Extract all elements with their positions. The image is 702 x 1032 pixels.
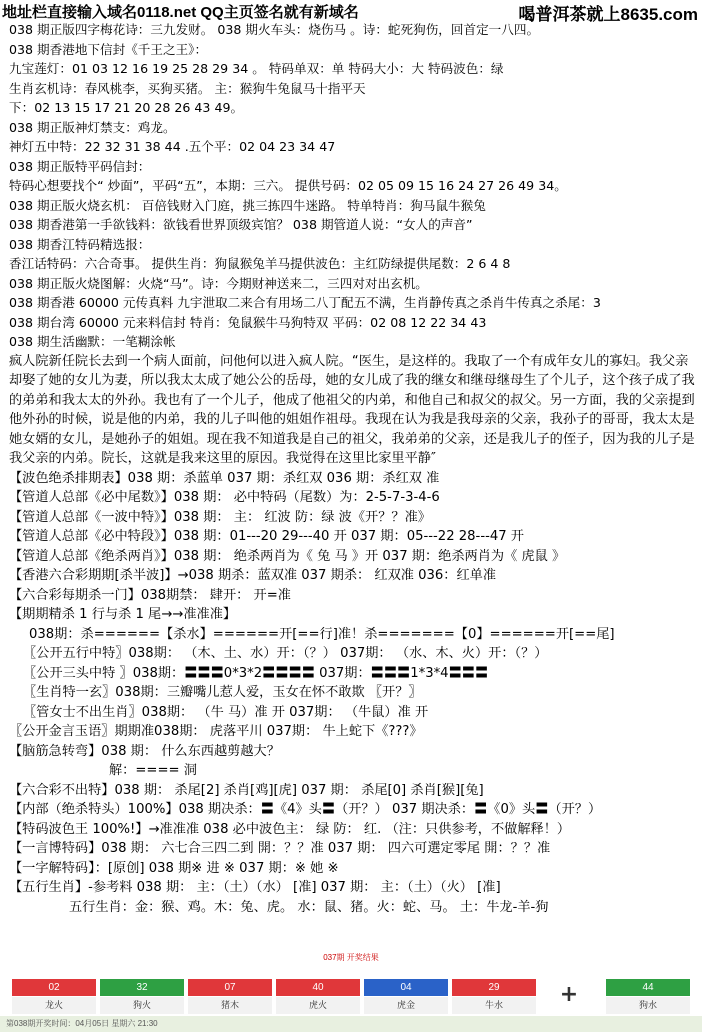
ball-number: 32 <box>100 979 184 996</box>
text-line: 【特码波色王 100%!】→准准准 038 必中波色主： 绿 防： 红. （注：只供参考，不做解释！） <box>9 821 571 837</box>
text-line: 【香港六合彩期期[杀半波]】→038 期杀：蓝双准 037 期杀： 红双准 036：红单准 <box>9 568 497 583</box>
text-line: 038 期生活幽默：一笔糊涂帐 <box>9 334 176 349</box>
text-line: 香江话特码：六合奇事。 提供生肖：狗鼠猴兔羊马提供波色：主红防绿提供尾数：2 6 4 8 <box>9 256 511 271</box>
text-line: 038 期香江特码精选报： <box>9 236 151 252</box>
text-line: 038 期正版火烧图解：火烧“马”。诗：今期财神送来二，三四对对出玄机。 <box>9 275 428 291</box>
text-line: 038 期正版四字梅花诗：三九发财。 038 期火车头：烧伤马 。诗：蛇死狗伤，回首定一八四。 <box>9 22 540 37</box>
text-line: 【内部（绝杀特头）100%】038 期决杀：〓《4》头〓（开？） 037 期决杀：〓《0》头〓（开？） <box>9 802 602 817</box>
text-line: 五行生肖：金：猴、鸡。木：兔、虎。 水：鼠、猪。火：蛇、马。 土：牛龙-羊-狗 <box>69 899 549 915</box>
text-line: 【管道人总部《必中尾数》】038 期： 必中特码（尾数）为：2-5-7-3-4-6 <box>9 490 440 505</box>
ball-zodiac: 虎金 <box>364 997 448 1014</box>
text-line: 【六合彩每期杀一门】038期禁： 肆开： 开=准 <box>9 587 291 603</box>
text-line: 〖生肖特一玄〗038期：三瓣嘴儿惹人爱，玉女在怀不敢欺 〖开？〗 <box>23 685 422 700</box>
text-line: 038 期台湾 60000 元来料信封 特肖：兔鼠猴牛马狗特双 平码：02 08 12 22 34 43 <box>9 314 487 330</box>
text-line: 〖公开金言玉语〗期期准038期： 虎落平川 037期： 牛上蛇下《???》 <box>9 724 423 739</box>
story-paragraph: 疯人院新任院长去到一个病人面前，问他何以进入疯人院。“医生，是这样的。我取了一个有成年女儿的寡妇。我父亲却娶了她的女儿为妻，所以我太太成了她公公的岳母，她的女儿成了我的继女和继母继母生了个儿子，这个孩子成了我的弟弟和我太太的外孙。我也有了一个儿子，他成了他祖父的内弟，和他自己和叔父的叔父。另一方面，我的父亲提到他外孙的时候，说是他的内弟，我的儿子叫他的姐姐作祖母。我现在认为我是我母亲的父亲，我孙子的哥哥，我太太是她女婿的女儿，是她孙子的姐姐。现在我不知道我是自己的祖父，我弟弟的父亲，还是我儿子的侄子，因为我的儿子是我父亲的内弟。院长，这就是我来这里的原因。我觉得在这里比家里平静″ <box>9 353 695 466</box>
text-line: 【五行生肖】-参考料 038 期： 主：（土）（水） [准] 037 期： 主：（土）（火） [准] <box>9 880 501 895</box>
result-title: 037期 开奖结果 <box>323 953 379 962</box>
text-line: 038 期正版特平码信封： <box>9 158 151 174</box>
ball-number: 40 <box>276 979 360 996</box>
text-line: 【波色绝杀排期表】038 期：杀蓝单 037 期：杀红双 036 期：杀红双 准 <box>9 470 440 486</box>
text-line: 038 期香港 60000 元传真料 九宇泄取二来合有用场二八丁配五不满，生肖静传真之杀肖牛传真之杀尾：3 <box>9 295 601 310</box>
text-line: 【管道人总部《绝杀两肖》】038 期： 绝杀两肖为《 兔 马 》开 037 期：绝杀两肖为《 虎鼠 》 <box>9 548 566 564</box>
text-line: 特码心想要找个“ 炒面”，平码“五”，本期：三六。 提供号码：02 05 09 15 16 24 27 26 49 34。 <box>9 178 567 193</box>
result-footer: 第038期开奖时间：04月05日 星期六 21:30 <box>0 1016 702 1032</box>
text-line: 下：02 13 15 17 21 20 28 26 43 49。 <box>9 100 244 115</box>
text-line: 【期期精杀 1 行与杀 1 尾→→准准准】 <box>9 607 237 622</box>
special-ball-zodiac: 狗水 <box>606 997 690 1014</box>
ball-number: 04 <box>364 979 448 996</box>
text-line: 〖公开三头中特 〗038期：〓〓〓0*3*2〓〓〓〓 037期：〓〓〓1*3*4〓〓〓 <box>23 665 489 681</box>
text-line: 九宝莲灯：01 03 12 16 19 25 28 29 34 。 特码单双：单 特码大小：大 特码波色：绿 <box>9 61 504 76</box>
text-line: 【管道人总部《必中特段》】038 期：01---20 29---40 开 037 期：05---22 28---47 开 <box>9 529 524 544</box>
text-line: 【一言博特码】038 期： 六七合三四二到 開：？？准 037 期： 四六可選定零尾 開：？？准 <box>9 841 551 856</box>
ball-zodiac: 狗火 <box>100 997 184 1014</box>
text-line: 【脑筋急转弯】038 期： 什么东西越剪越大？ <box>9 743 280 759</box>
text-line: 解：==== 洞 <box>109 763 197 778</box>
ball-zodiac: 牛水 <box>452 997 536 1014</box>
text-line: 038 期香港第一手欲钱料：欲钱看世界顶级宾馆？ 038 期管道人说：“女人的声音” <box>9 217 473 232</box>
text-line: 038 期正版火烧玄机： 百倍钱财入门庭，挑三拣四牛迷路。 特单特肖：狗马鼠牛猴兔 <box>9 197 486 213</box>
ball-number: 02 <box>12 979 96 996</box>
ball-zodiac: 猪木 <box>188 997 272 1014</box>
text-line: 〖管女士不出生肖〗038期： （牛 马）准 开 037期： （牛鼠）准 开 <box>23 704 429 720</box>
ball-number: 07 <box>188 979 272 996</box>
text-line: 【管道人总部《一波中特》】038 期： 主： 红波 防：绿 波《开？？准》 <box>9 509 431 525</box>
ball-zodiac: 虎火 <box>276 997 360 1014</box>
header-right-text: 喝普洱茶就上8635.com <box>518 5 698 24</box>
text-line: 生肖玄机诗：春风桃李，买狗买猪。 主：猴狗牛兔鼠马十指平天 <box>9 80 366 96</box>
text-line: 038 期正版神灯禁支：鸡龙。 <box>9 119 176 135</box>
document-body <box>9 20 699 917</box>
ball-zodiac: 龙火 <box>12 997 96 1014</box>
text-line: 038期：杀======【杀水】======开[==行]准！杀=======【0】======开[==尾] <box>29 626 615 642</box>
plus-sign: + <box>559 982 579 1007</box>
text-line: 〖公开五行中特〗038期： （木、土、水）开：（？） 037期： （水、木、火）开：（？） <box>23 646 548 661</box>
header-left-text: 地址栏直接输入域名0118.net QQ主页签名就有新域名 <box>2 4 359 21</box>
ball-number: 29 <box>452 979 536 996</box>
text-line: 【六合彩不出特】038 期： 杀尾[2] 杀肖[鸡][虎] 037 期： 杀尾[0] 杀肖[猴][兔] <box>9 782 484 798</box>
text-line: 【一字解特码】：[原创] 038 期※ 进 ※ 037 期：※ 她 ※ <box>9 860 339 876</box>
text-line: 038 期香港地下信封《千王之王》： <box>9 41 208 57</box>
text-line: 神灯五中特：22 32 31 38 44 .五个平：02 04 23 34 47 <box>9 139 336 154</box>
page-header <box>0 0 702 22</box>
special-ball-number: 44 <box>606 979 690 996</box>
